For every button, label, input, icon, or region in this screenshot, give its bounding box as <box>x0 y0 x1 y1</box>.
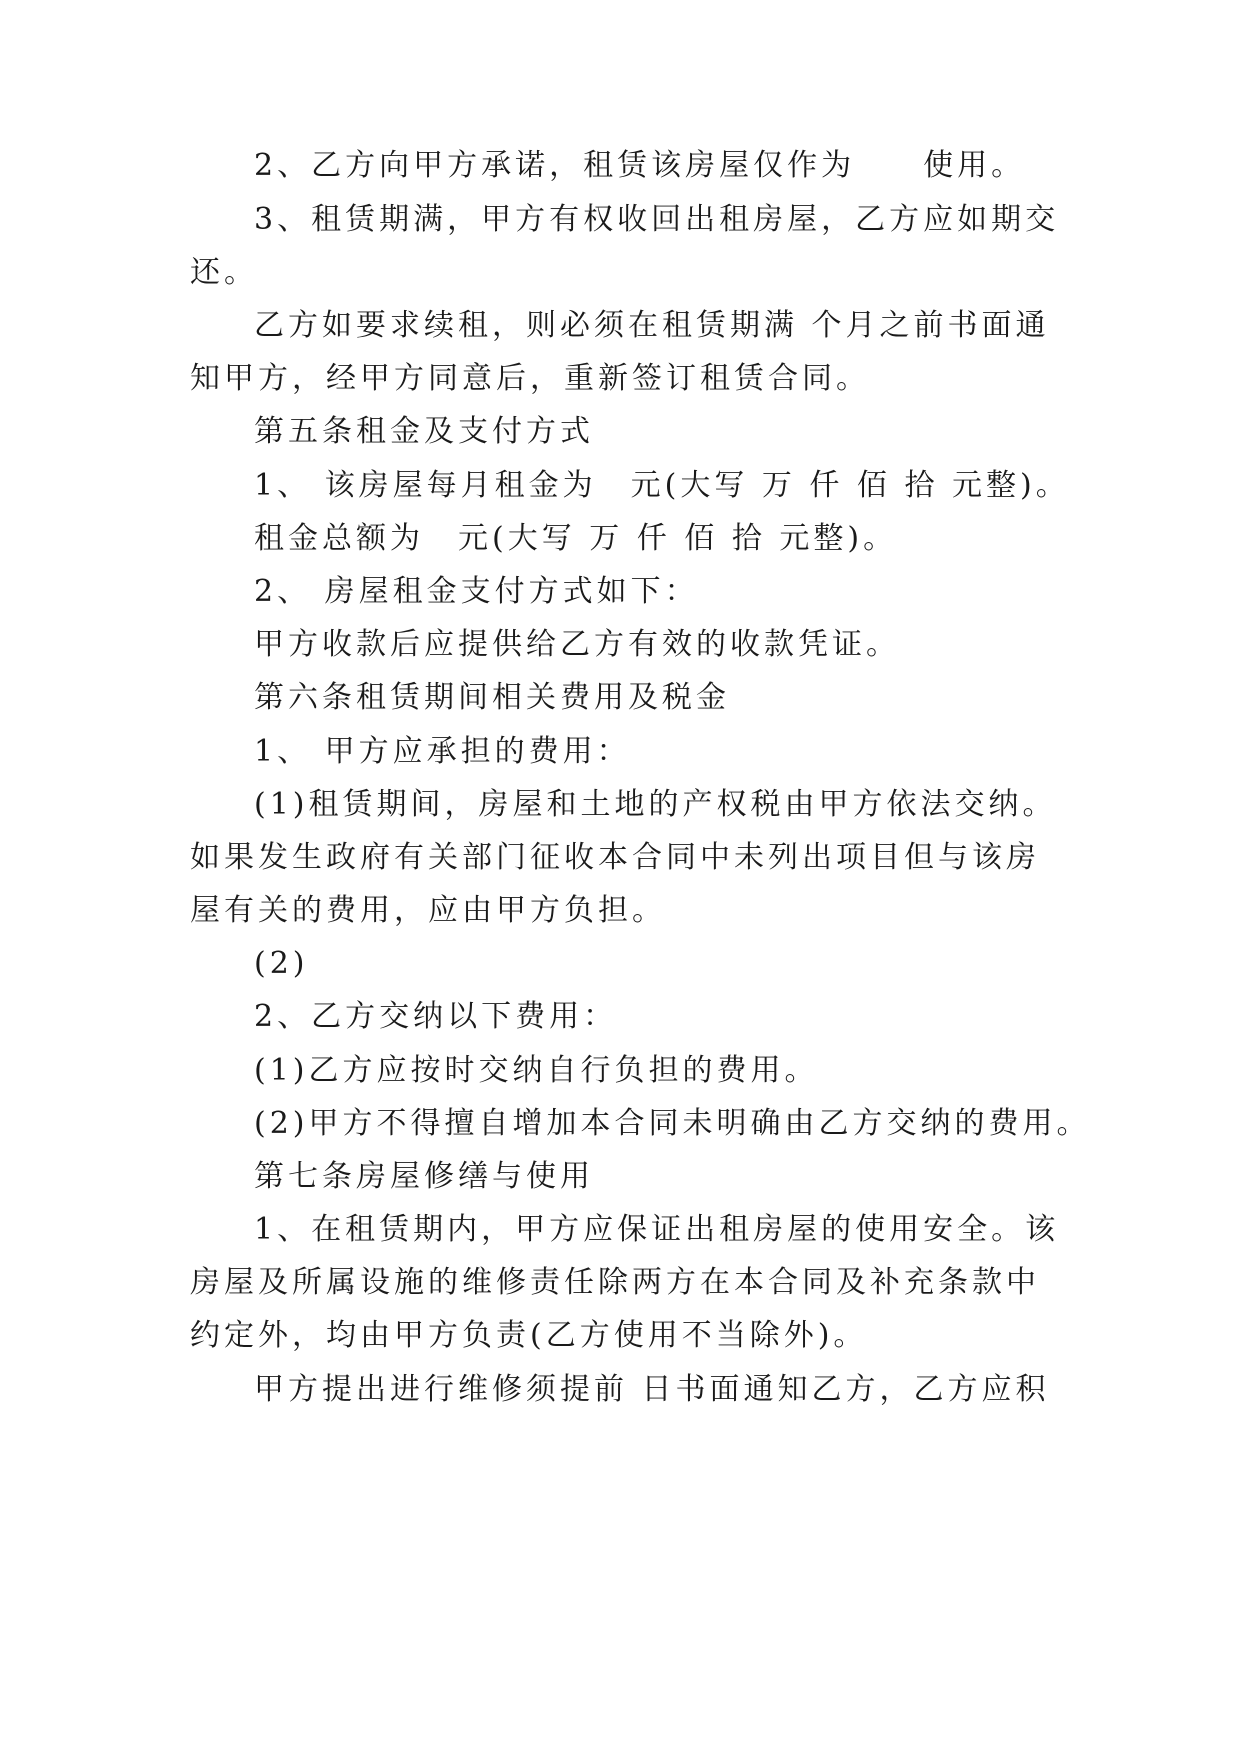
clause-line-12: 1、 甲方应承担的费用： <box>254 734 631 769</box>
clause-line-10: 甲方收款后应提供给乙方有效的收款凭证。 <box>254 627 900 662</box>
clause-line-2: 3、租赁期满，甲方有权收回出租房屋，乙方应如期交 <box>254 202 1060 237</box>
clause-line-17: 2、乙方交纳以下费用： <box>254 999 618 1034</box>
clause-line-13: (1)租赁期间，房屋和土地的产权税由甲方依法交纳。 <box>254 787 1057 822</box>
clause-line-4: 乙方如要求续租，则必须在租赁期满 个月之前书面通 <box>254 308 1050 343</box>
clause-line-24: 甲方提出进行维修须提前 日书面通知乙方，乙方应积 <box>254 1372 1050 1407</box>
clause-line-21: 1、在租赁期内，甲方应保证出租房屋的使用安全。该 <box>254 1212 1060 1247</box>
clause-line-9: 2、 房屋租金支付方式如下： <box>254 574 699 609</box>
clause-line-7: 1、 该房屋每月租金为 元(大写 万 仟 佰 拾 元整)。 <box>254 468 1070 503</box>
clause-line-19: (2)甲方不得擅自增加本合同未明确由乙方交纳的费用。 <box>254 1106 1091 1141</box>
clause-line-14: 如果发生政府有关部门征收本合同中未列出项目但与该房 <box>190 840 1040 875</box>
clause-line-8: 租金总额为 元(大写 万 仟 佰 拾 元整)。 <box>254 521 898 556</box>
clause-line-16: (2) <box>254 946 309 981</box>
clause-line-23: 约定外，均由甲方负责(乙方使用不当除外)。 <box>190 1318 868 1353</box>
section-heading-5: 第五条租金及支付方式 <box>254 414 594 449</box>
section-heading-7: 第七条房屋修缮与使用 <box>254 1159 594 1194</box>
clause-line-22: 房屋及所属设施的维修责任除两方在本合同及补充条款中 <box>190 1265 1040 1300</box>
section-heading-6: 第六条租赁期间相关费用及税金 <box>254 680 730 715</box>
clause-line-15: 屋有关的费用，应由甲方负担。 <box>190 893 666 928</box>
clause-line-3: 还。 <box>190 255 258 290</box>
clause-line-1: 2、乙方向甲方承诺，租赁该房屋仅作为 使用。 <box>254 148 1026 183</box>
clause-line-18: (1)乙方应按时交纳自行负担的费用。 <box>254 1053 819 1088</box>
clause-line-5: 知甲方，经甲方同意后，重新签订租赁合同。 <box>190 361 870 396</box>
